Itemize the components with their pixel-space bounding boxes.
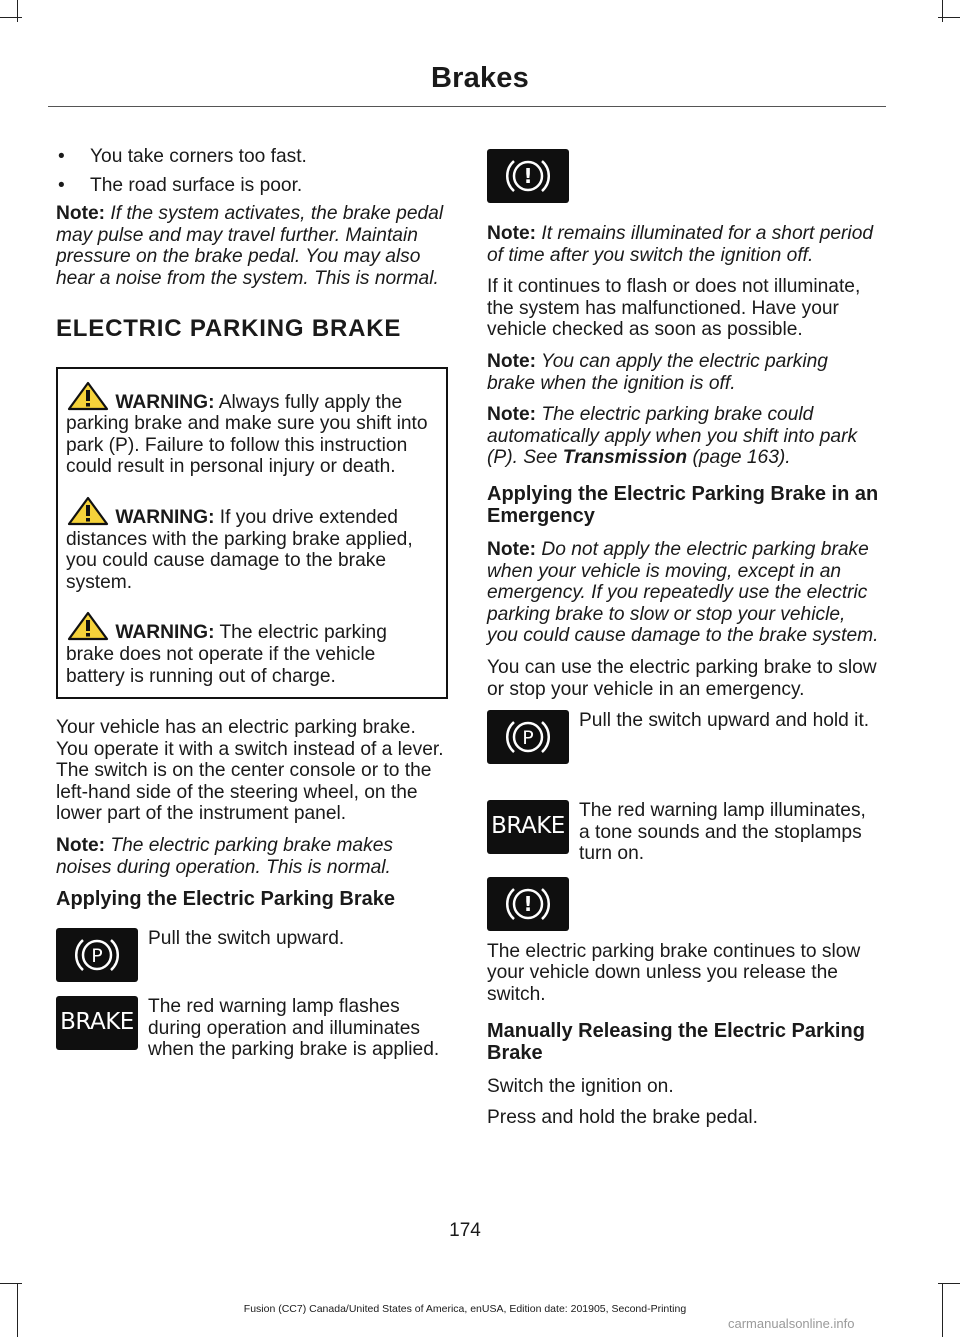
footer-text: Fusion (CC7) Canada/United States of America, enUSA, Edition date: 201905, Second-Printing [243, 1303, 687, 1315]
brake-warning-lamp-icon [487, 800, 569, 854]
step [56, 996, 448, 1061]
header-divider [48, 106, 886, 107]
note [56, 203, 448, 289]
crop-mark [938, 17, 960, 18]
subsection-heading: Applying the Electric Parking Brake [56, 888, 395, 911]
note [487, 539, 881, 647]
paragraph: The electric parking brake continues to slow your vehicle down unless you release the switch. [487, 940, 861, 1006]
list-item-text: You take corners too fast. [90, 146, 307, 167]
warning-label: WARNING: [115, 506, 215, 528]
list-item [56, 175, 448, 197]
cross-reference-link[interactable]: Transmission [562, 447, 688, 469]
step-text: The red warning lamp illuminates, a tone sounds and the stoplamps turn on. [579, 800, 866, 865]
warning [66, 496, 438, 593]
step [487, 710, 881, 768]
brake-lamp-text: BRAKE [491, 813, 565, 840]
brake-lamp-text: BRAKE [60, 1009, 134, 1036]
parking-brake-switch-icon [487, 710, 569, 764]
warning [66, 381, 438, 478]
note-label: Note: [487, 223, 537, 244]
note [56, 835, 448, 878]
note-text: You can apply the electric parking brake when the ignition is off. [487, 350, 828, 394]
right-column [487, 146, 881, 1139]
page-title: Brakes [431, 62, 529, 94]
note-text: Do not apply the electric parking brake when your vehicle is moving, except in an emergency. If you repeatedly use the electric parking brake to slow or stop your vehicle, you could cause damage to the brake system. [487, 538, 879, 647]
step [487, 800, 881, 865]
parking-brake-switch-icon [56, 928, 138, 982]
warning-label: WARNING: [115, 391, 215, 413]
crop-mark [0, 1283, 22, 1284]
park-letter: P [91, 945, 103, 968]
note-text: (page 163). [687, 447, 791, 469]
note-text: The electric parking brake could automatically apply when you shift into park (P). See [487, 404, 858, 469]
warning-triangle-icon [66, 611, 110, 641]
crop-mark [938, 1283, 960, 1284]
page-number: 174 [449, 1220, 481, 1241]
warning-text: If you drive extended distances with the parking brake applied, you could cause damage to the brake system. [66, 506, 413, 593]
bullet-icon: • [58, 146, 65, 167]
brake-warning-lamp-icon [56, 996, 138, 1050]
warning-triangle-icon [66, 496, 110, 526]
brake-warning-exclamation-icon [487, 877, 569, 931]
park-letter: P [522, 727, 534, 750]
crop-mark [0, 17, 22, 18]
step [56, 928, 448, 986]
note [487, 223, 881, 266]
exclamation-mark: ! [523, 891, 533, 916]
list-item [56, 146, 448, 168]
section-heading: ELECTRIC PARKING BRAKE [56, 314, 402, 342]
note-label: Note: [487, 350, 537, 372]
list-item-text: The road surface is poor. [90, 174, 303, 196]
step-text: The red warning lamp flashes during operation and illuminates when the parking brake is applied. [148, 996, 440, 1061]
exclamation-mark: ! [523, 164, 533, 188]
step-text: Pull the switch upward. [148, 928, 345, 950]
left-column [56, 146, 448, 1061]
crop-mark [942, 1283, 943, 1337]
note [487, 404, 881, 469]
subsection-heading: Manually Releasing the Electric Parking Brake [487, 1019, 865, 1064]
warning-text: The electric parking brake does not operate if the vehicle battery is running out of charge. [66, 622, 387, 687]
note-label: Note: [487, 404, 537, 426]
note-text: It remains illuminated for a short period of time after you switch the ignition off. [487, 223, 874, 266]
note-text: The electric parking brake makes noises during operation. This is normal. [56, 835, 393, 878]
note-text: If the system activates, the brake pedal may pulse and may travel further. Maintain pressure on the brake pedal. You may also hear a noise from the system. This is normal. [56, 203, 444, 289]
note [487, 351, 881, 394]
warning-label: WARNING: [115, 622, 215, 644]
step-text: Pull the switch upward and hold it. [579, 710, 870, 732]
paragraph: If it continues to flash or does not illuminate, the system has malfunctioned. Have your vehicle checked as soon as possible. [487, 276, 861, 341]
crop-mark [17, 0, 18, 22]
warning-text: Always fully apply the parking brake and make sure you shift into park (P). Failure to follow this instruction could result in personal injury or death. [66, 391, 428, 478]
watermark: carmanualsonline.info [728, 1316, 855, 1331]
paragraph: Press and hold the brake pedal. [487, 1107, 758, 1129]
crop-mark [942, 0, 943, 22]
note-label: Note: [56, 203, 106, 225]
warning-box [56, 367, 448, 700]
bullet-icon: • [58, 174, 65, 196]
warning [66, 611, 438, 687]
subsection-heading: Applying the Electric Parking Brake in an Emergency [487, 482, 879, 527]
paragraph: Switch the ignition on. [487, 1075, 674, 1097]
paragraph: You can use the electric parking brake to slow or stop your vehicle in an emergency. [487, 656, 877, 700]
brake-warning-exclamation-icon [487, 149, 569, 203]
note-label: Note: [487, 538, 537, 560]
paragraph: Your vehicle has an electric parking brake. You operate it with a switch instead of a lever. The switch is on the center console or to the left-hand side of the steering wheel, on the lower part of the instrument panel. [56, 717, 444, 825]
warning-triangle-icon [66, 381, 110, 411]
note-label: Note: [56, 835, 106, 857]
